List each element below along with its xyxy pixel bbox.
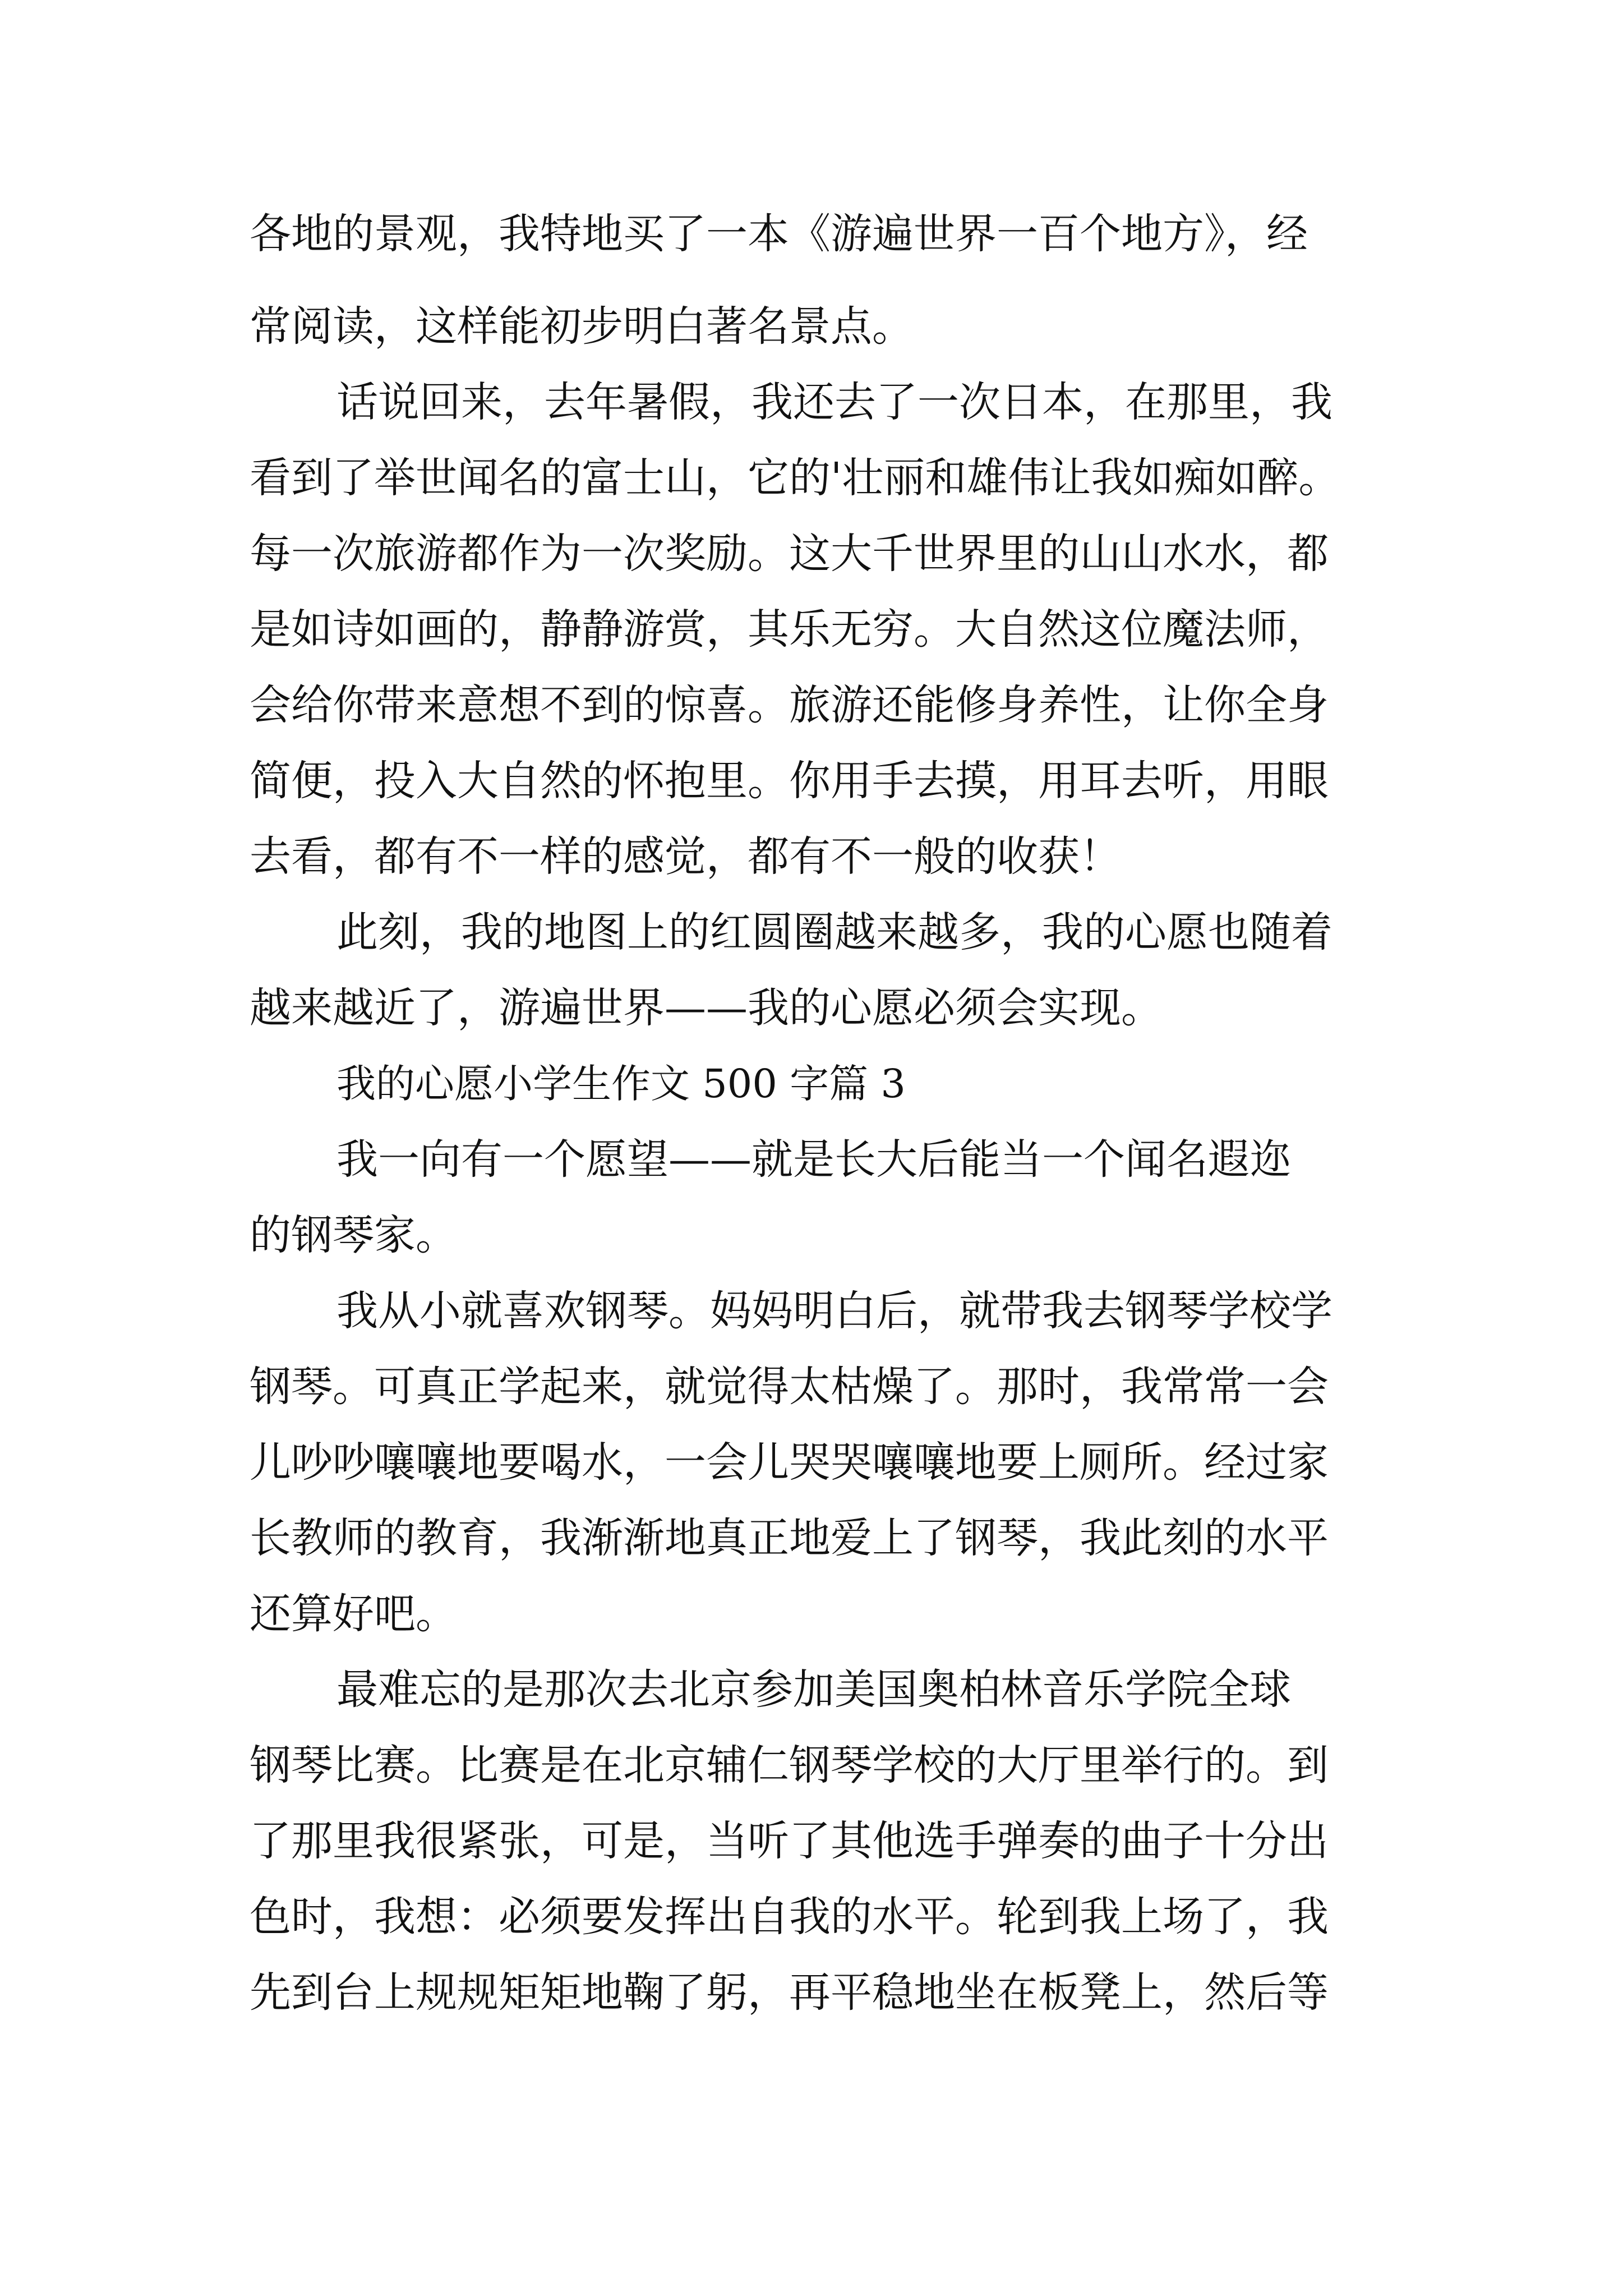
text-line: 儿吵吵嚷嚷地要喝水，一会儿哭哭嚷嚷地要上厕所。经过家	[250, 1438, 1329, 1487]
text-line: 越来越近了，游遍世界——我的心愿必须会实现。	[250, 984, 1163, 1032]
text-line: 最难忘的是那次去北京参加美国奥柏林音乐学院全球	[336, 1665, 1291, 1714]
text-line: 钢琴比赛。比赛是在北京辅仁钢琴学校的大厅里举行的。到	[250, 1741, 1329, 1789]
text-line: 是如诗如画的，静静游赏，其乐无穷。大自然这位魔法师，	[250, 605, 1329, 654]
text-line: 各地的景观，我特地买了一本《游遍世界一百个地方》，经	[250, 210, 1308, 258]
text-line: 去看，都有不一样的感觉，都有不一般的收获！	[250, 832, 1121, 881]
text-line: 色时，我想：必须要发挥出自我的水平。轮到我上场了，我	[250, 1893, 1329, 1941]
text-line: 话说回来，去年暑假，我还去了一次日本，在那里，我	[336, 378, 1332, 426]
text-line: 还算好吧。	[250, 1590, 457, 1638]
text-line: 常阅读，这样能初步明白著名景点。	[250, 302, 914, 351]
text-line: 的钢琴家。	[250, 1211, 457, 1259]
text-line: 了那里我很紧张，可是，当听了其他选手弹奏的曲子十分出	[250, 1817, 1329, 1865]
text-line: 会给你带来意想不到的惊喜。旅游还能修身养性，让你全身	[250, 681, 1329, 729]
text-line: 每一次旅游都作为一次奖励。这大千世界里的山山水水，都	[250, 530, 1329, 578]
text-line: 长教师的教育，我渐渐地真正地爱上了钢琴，我此刻的水平	[250, 1514, 1329, 1562]
text-line: 我从小就喜欢钢琴。妈妈明白后，就带我去钢琴学校学	[336, 1287, 1332, 1335]
text-line: 简便，投入大自然的怀抱里。你用手去摸，用耳去听，用眼	[250, 757, 1329, 805]
text-line: 先到台上规规矩矩地鞠了躬，再平稳地坐在板凳上，然后等	[250, 1968, 1329, 2017]
text-line: 此刻，我的地图上的红圆圈越来越多，我的心愿也随着	[336, 908, 1332, 956]
text-line: 我一向有一个愿望——就是长大后能当一个闻名遐迩	[336, 1135, 1291, 1184]
text-line: 钢琴。可真正学起来，就觉得太枯燥了。那时，我常常一会	[250, 1363, 1329, 1411]
section-heading: 我的心愿小学生作文 500 字篇 3	[336, 1061, 906, 1107]
text-line: 看到了举世闻名的富士山，它的'壮丽和雄伟让我如痴如醉。	[250, 454, 1340, 502]
